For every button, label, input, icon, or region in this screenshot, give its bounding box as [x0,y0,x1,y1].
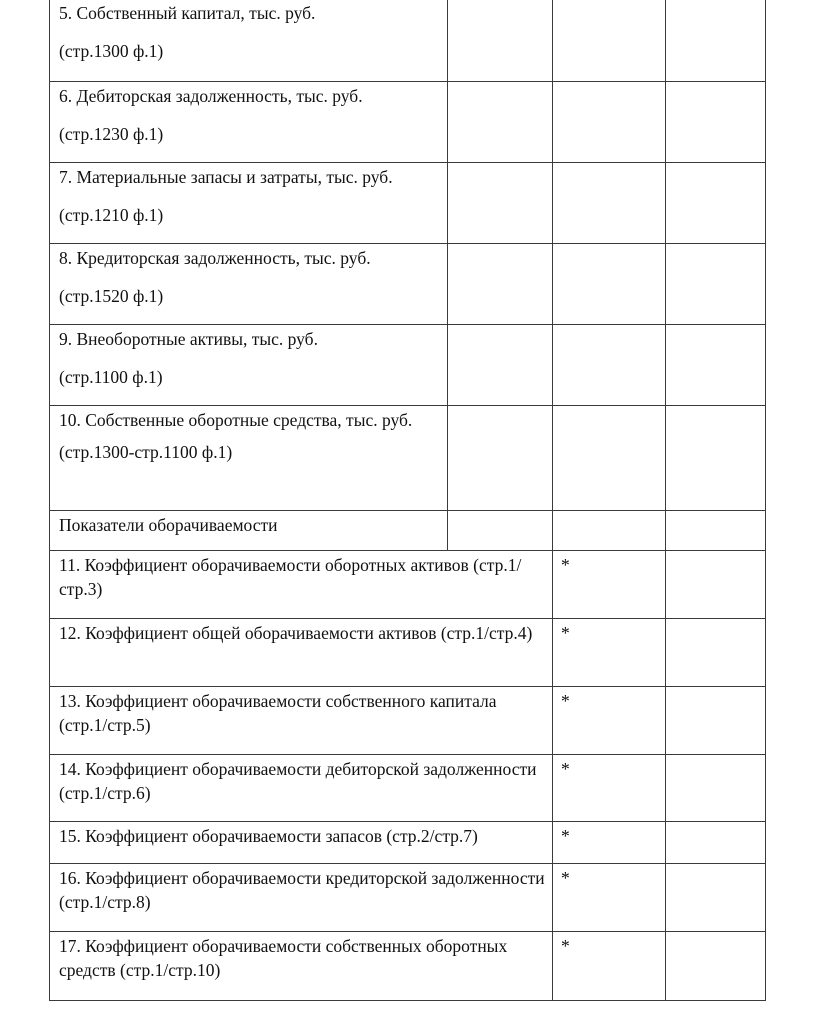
ratio-label: 17. Коэффициент оборачиваемости собственных оборотных средств (стр.1/стр.10) [59,936,508,980]
value-cell [666,619,766,687]
value-cell [553,406,666,511]
table-row [50,932,766,1001]
table-row [50,163,766,244]
value-cell [553,244,666,325]
indicator-label: 9. Внеоборотные активы, тыс. руб. [59,329,318,349]
indicator-ref: (стр.1300 ф.1) [59,41,164,61]
asterisk-mark: * [561,691,570,711]
ratio-label: 11. Коэффициент оборачиваемости оборотных активов (стр.1/стр.3) [59,555,522,599]
indicator-cell [50,325,448,406]
mark-cell [553,687,666,755]
indicator-cell [50,406,448,511]
section-header-cell [50,511,448,551]
indicator-ref: (стр.1210 ф.1) [59,205,164,225]
value-cell [448,325,553,406]
value-cell [666,0,766,82]
mark-cell [553,932,666,1001]
value-cell [666,511,766,551]
asterisk-mark: * [561,826,570,846]
indicator-label: 10. Собственные оборотные средства, тыс. руб. [59,410,413,430]
table-row [50,864,766,932]
value-cell [448,406,553,511]
value-cell [553,325,666,406]
ratio-cell [50,822,553,864]
asterisk-mark: * [561,759,570,779]
value-cell [448,0,553,82]
ratio-label: 14. Коэффициент оборачиваемости дебиторской задолженности (стр.1/стр.6) [59,759,537,803]
ratio-label: 12. Коэффициент общей оборачиваемости активов (стр.1/стр.4) [59,623,533,643]
mark-cell [553,864,666,932]
asterisk-mark: * [561,868,570,888]
table-row [50,822,766,864]
ratio-cell [50,551,553,619]
section-header: Показатели оборачиваемости [59,515,278,535]
mark-cell [553,551,666,619]
value-cell [448,244,553,325]
indicator-ref: (стр.1300-стр.1100 ф.1) [59,442,233,462]
indicator-ref: (стр.1520 ф.1) [59,286,164,306]
ratio-cell [50,619,553,687]
table-row [50,82,766,163]
ratio-label: 13. Коэффициент оборачиваемости собственного капитала (стр.1/стр.5) [59,691,497,735]
value-cell [666,822,766,864]
indicator-cell [50,0,448,82]
value-cell [553,511,666,551]
value-cell [553,0,666,82]
ratio-label: 16. Коэффициент оборачиваемости кредиторской задолженности (стр.1/стр.8) [59,868,545,912]
table-row [50,244,766,325]
table-row [50,406,766,511]
table-row [50,687,766,755]
asterisk-mark: * [561,623,570,643]
value-cell [448,511,553,551]
value-cell [666,755,766,822]
asterisk-mark: * [561,936,570,956]
value-cell [448,163,553,244]
ratio-label: 15. Коэффициент оборачиваемости запасов (стр.2/стр.7) [59,826,478,846]
table-row [50,619,766,687]
indicator-ref: (стр.1100 ф.1) [59,367,163,387]
value-cell [666,163,766,244]
indicator-label: 8. Кредиторская задолженность, тыс. руб. [59,248,371,268]
value-cell [666,551,766,619]
indicator-cell [50,163,448,244]
mark-cell [553,755,666,822]
mark-cell [553,619,666,687]
value-cell [666,406,766,511]
value-cell [666,82,766,163]
table-row [50,0,766,82]
indicator-ref: (стр.1230 ф.1) [59,124,164,144]
ratio-cell [50,755,553,822]
mark-cell [553,822,666,864]
table-row [50,551,766,619]
table-row [50,325,766,406]
value-cell [666,325,766,406]
value-cell [448,82,553,163]
value-cell [666,864,766,932]
indicators-table [49,0,766,1001]
section-header-row [50,511,766,551]
ratio-cell [50,932,553,1001]
value-cell [666,932,766,1001]
indicator-cell [50,244,448,325]
asterisk-mark: * [561,555,570,575]
ratio-cell [50,687,553,755]
indicator-label: 7. Материальные запасы и затраты, тыс. руб. [59,167,393,187]
ratio-cell [50,864,553,932]
value-cell [666,687,766,755]
value-cell [666,244,766,325]
indicator-label: 5. Собственный капитал, тыс. руб. [59,3,316,23]
value-cell [553,82,666,163]
indicator-label: 6. Дебиторская задолженность, тыс. руб. [59,86,363,106]
indicator-cell [50,82,448,163]
table-row [50,755,766,822]
value-cell [553,163,666,244]
